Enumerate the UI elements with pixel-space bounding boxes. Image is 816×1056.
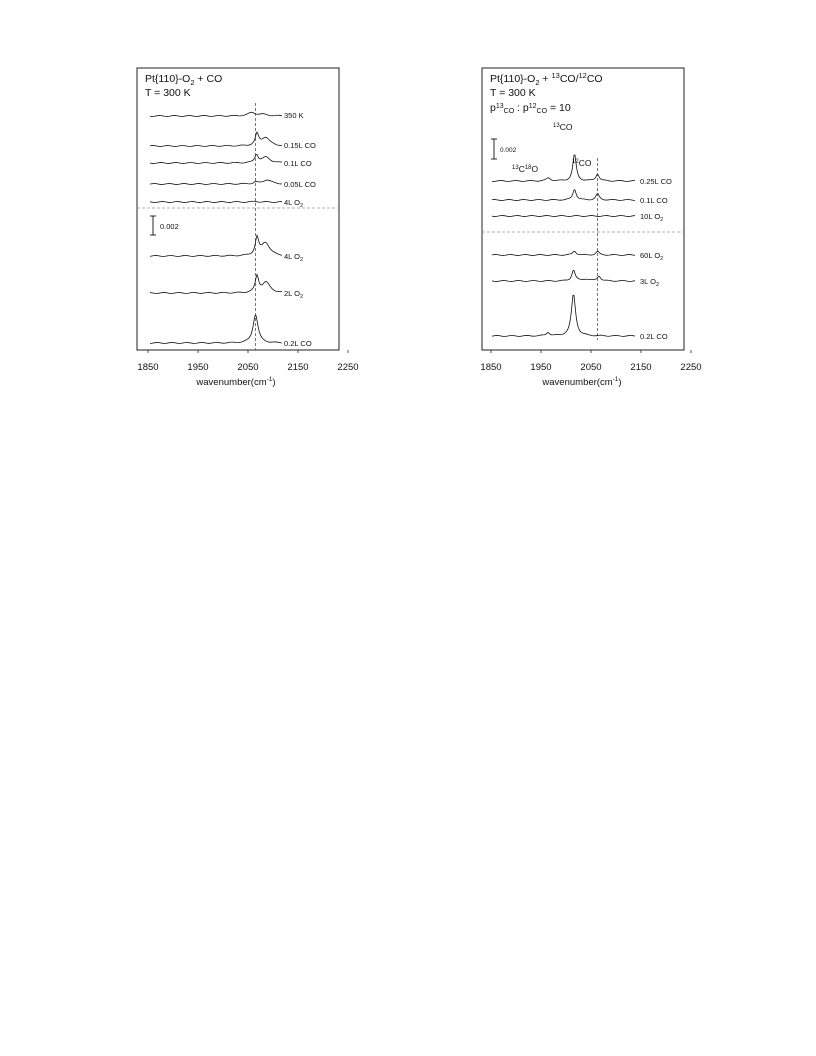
left-series-line-2 bbox=[150, 132, 282, 146]
left-series-line-1 bbox=[150, 112, 282, 116]
left-series-line-3 bbox=[150, 155, 282, 164]
left-plot-frame bbox=[137, 68, 339, 350]
left-panel bbox=[137, 68, 359, 388]
right-series-label-2: 0.1L CO bbox=[640, 196, 668, 205]
right-series-line-2 bbox=[492, 190, 635, 200]
right-title: $Pt\{110\}-O_2 + ^{13}CO/^{12}CO$ bbox=[490, 71, 603, 87]
left-series-label-3: 0.1L CO bbox=[284, 159, 312, 168]
right-series-line-4 bbox=[492, 251, 635, 255]
left-series-label-2: 0.15L CO bbox=[284, 141, 316, 150]
left-x-tick-label-5: 2250 bbox=[337, 362, 359, 373]
right-x-tick-label-5: 2250 bbox=[680, 362, 702, 373]
right-series-label-1: 0.25L CO bbox=[640, 177, 672, 186]
right-x-tick-label-1: 1850 bbox=[480, 362, 502, 373]
left-series-label-6: 4L $O_2$ bbox=[284, 252, 304, 263]
left-x-tick-label-2: 1950 bbox=[187, 362, 209, 373]
left-x-tick-label-1: 1850 bbox=[137, 362, 159, 373]
right-series-label-3: 10L $O_2$ bbox=[640, 212, 664, 223]
left-x-tick-label-3: 2050 bbox=[237, 362, 259, 373]
left-scale-bar bbox=[150, 216, 179, 235]
annotation-13c18o: $^{13}C^{18}O$ bbox=[512, 164, 539, 174]
right-series-label-4: 60L $O_2$ bbox=[640, 251, 664, 262]
right-series-label-6: 0.2L CO bbox=[640, 332, 668, 341]
right-x-axis-label: $wavenumber(cm^{-1})$ bbox=[542, 376, 622, 388]
right-series-line-5 bbox=[492, 270, 635, 281]
right-scale-bar-label: 0.002 bbox=[500, 147, 517, 154]
left-x-axis-label: $wavenumber(cm^{-1})$ bbox=[196, 376, 276, 388]
left-title: $Pt\{110\}-O_2$ + CO bbox=[145, 73, 223, 87]
annotation-13co: $^{13}$CO bbox=[553, 122, 573, 132]
left-series-line-4 bbox=[150, 180, 282, 184]
left-series-label-4: 0.05L CO bbox=[284, 180, 316, 189]
right-panel bbox=[480, 68, 701, 388]
left-series-line-7 bbox=[150, 274, 282, 293]
right-x-tick-label-4: 2150 bbox=[630, 362, 652, 373]
right-x-tick-label-2: 1950 bbox=[530, 362, 552, 373]
right-x-tick-label-3: 2050 bbox=[580, 362, 602, 373]
left-series-label-5: 4L $O_2$ bbox=[284, 198, 304, 209]
left-series-line-8 bbox=[150, 316, 282, 344]
left-x-tick-label-4: 2150 bbox=[287, 362, 309, 373]
right-series-label-5: 3L $O_2$ bbox=[640, 277, 660, 288]
right-series-line-6 bbox=[492, 295, 635, 336]
right-subtitle: T = 300 K bbox=[490, 87, 536, 99]
left-series-line-6 bbox=[150, 235, 282, 256]
right-x-axis bbox=[480, 350, 701, 388]
annotation-12co: $^{12}$CO bbox=[572, 158, 592, 168]
left-x-axis bbox=[137, 350, 358, 388]
left-series-label-8: 0.2L CO bbox=[284, 339, 312, 348]
right-pressure-ratio: $p^{13}_{CO}$ : $p^{12}_{CO} = 10$ bbox=[490, 102, 571, 115]
left-series-label-1: 350 K bbox=[284, 111, 304, 120]
left-series-line-5 bbox=[150, 201, 282, 202]
left-subtitle: T = 300 K bbox=[145, 87, 191, 99]
right-series-line-3 bbox=[492, 216, 635, 217]
right-scale-bar bbox=[491, 139, 517, 159]
left-series-label-7: 2L $O_2$ bbox=[284, 289, 304, 300]
left-scale-bar-label: 0.002 bbox=[160, 222, 179, 231]
